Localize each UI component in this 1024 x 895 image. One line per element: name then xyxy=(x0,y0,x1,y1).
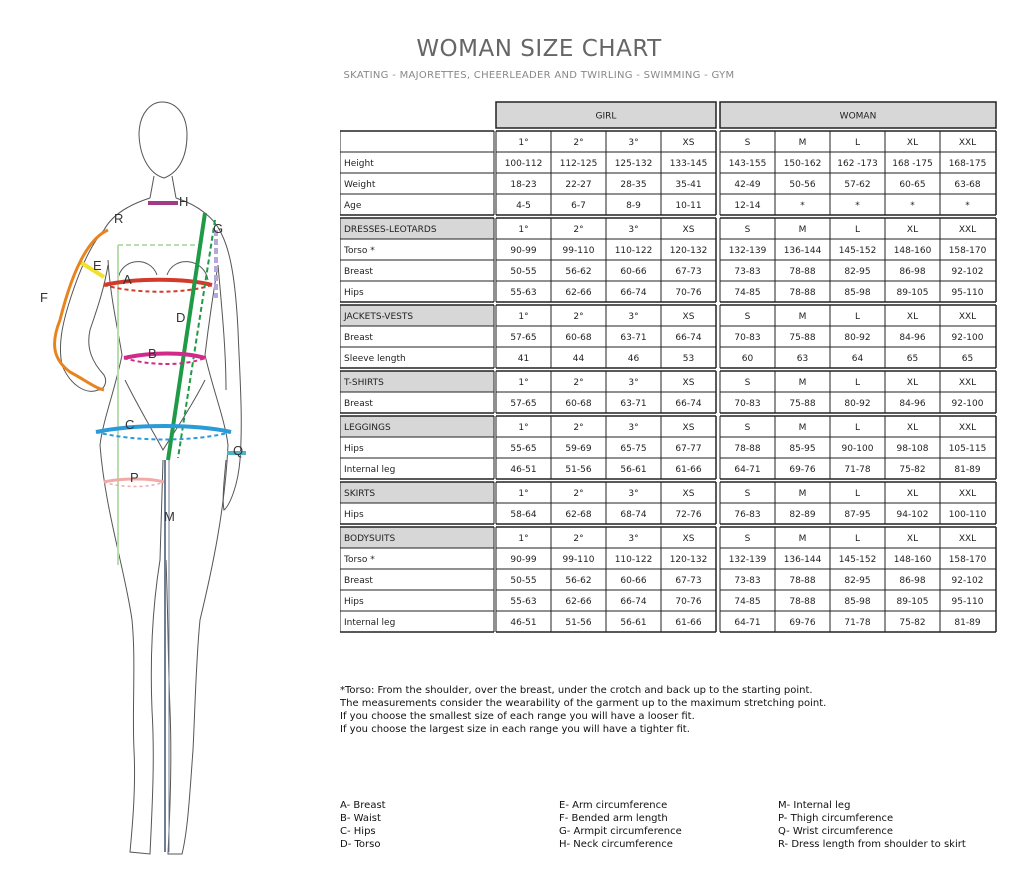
bent-arm-measure-line xyxy=(55,230,108,390)
table-cell: 78-88 xyxy=(789,288,816,298)
table-cell: 65 xyxy=(906,354,919,364)
size-header: XS xyxy=(682,489,695,499)
size-header: 2° xyxy=(573,138,584,148)
size-header: XS xyxy=(682,534,695,544)
table-cell: 86-98 xyxy=(899,576,926,586)
size-header: 3° xyxy=(628,378,639,388)
table-cell: 56-62 xyxy=(565,576,592,586)
size-header: M xyxy=(798,378,807,388)
table-cell: 132-139 xyxy=(728,246,767,256)
table-cell: 148-160 xyxy=(893,555,932,565)
figure-label-q: Q xyxy=(233,443,244,458)
table-cell: 70-83 xyxy=(734,399,761,409)
size-header: XXL xyxy=(958,423,977,433)
size-header: 3° xyxy=(628,225,639,235)
table-cell: 105-115 xyxy=(948,444,987,454)
page-subtitle: SKATING - MAJORETTES, CHEERLEADER AND TWIRLING - SWIMMING - GYM xyxy=(343,70,735,81)
girl-header: GIRL xyxy=(595,111,617,122)
table-cell: * xyxy=(855,201,860,211)
table-cell: 62-66 xyxy=(565,597,592,607)
table-cell: * xyxy=(965,201,970,211)
table-cell: 60-66 xyxy=(620,576,647,586)
table-cell: 125-132 xyxy=(614,159,653,169)
section-title: DRESSES-LEOTARDS xyxy=(344,225,437,235)
table-cell: 53 xyxy=(682,354,695,364)
table-cell: 100-112 xyxy=(504,159,543,169)
row-label: Hips xyxy=(344,510,364,520)
table-cell: 4-5 xyxy=(516,201,531,211)
table-cell: 68-74 xyxy=(620,510,647,520)
table-cell: 42-49 xyxy=(734,180,761,190)
row-label: Breast xyxy=(344,399,373,409)
table-cell: 64 xyxy=(851,354,864,364)
table-cell: 81-89 xyxy=(954,465,981,475)
table-cell: 60-68 xyxy=(565,399,592,409)
table-cell: 95-110 xyxy=(951,597,984,607)
table-cell: 71-78 xyxy=(844,465,871,475)
table-cell: 44 xyxy=(572,354,585,364)
table-cell: 75-88 xyxy=(789,399,816,409)
table-cell: 65 xyxy=(961,354,974,364)
size-header: M xyxy=(798,138,807,148)
table-cell: 59-69 xyxy=(565,444,592,454)
size-header: L xyxy=(854,423,861,433)
figure-label-r: R xyxy=(114,211,124,226)
table-cell: 78-88 xyxy=(789,267,816,277)
figure-label-g: G xyxy=(213,221,224,236)
table-cell: 46-51 xyxy=(510,618,537,628)
table-cell: 46-51 xyxy=(510,465,537,475)
torso-measure-line xyxy=(168,213,205,460)
size-header: M xyxy=(798,225,807,235)
page-title: WOMAN SIZE CHART xyxy=(416,36,662,62)
note-line: If you choose the largest size in each range you will have a tighter fit. xyxy=(340,724,690,735)
table-cell: 80-92 xyxy=(844,333,871,343)
size-header: 2° xyxy=(573,378,584,388)
size-header: M xyxy=(798,312,807,322)
size-header: XS xyxy=(682,378,695,388)
table-cell: 56-61 xyxy=(620,465,647,475)
table-cell: 92-102 xyxy=(951,576,984,586)
table-cell: 50-56 xyxy=(789,180,816,190)
row-label: Torso * xyxy=(344,246,375,256)
neck-outline xyxy=(150,176,176,198)
legend-column-3 xyxy=(778,799,966,851)
table-cell: 60-65 xyxy=(899,180,926,190)
size-header: 2° xyxy=(573,489,584,499)
figure-label-a: A xyxy=(123,272,132,287)
table-cell: 64-71 xyxy=(734,465,761,475)
torso-back-line xyxy=(178,220,215,458)
table-cell: 66-74 xyxy=(620,597,647,607)
size-header: S xyxy=(744,534,751,544)
notes-block xyxy=(340,684,826,736)
legend-column-2 xyxy=(559,799,682,851)
table-cell: 90-100 xyxy=(841,444,874,454)
size-header: L xyxy=(854,225,861,235)
table-cell: 58-64 xyxy=(510,510,537,520)
table-cell: 41 xyxy=(517,354,530,364)
table-cell: 145-152 xyxy=(838,246,877,256)
table-cell: 60-66 xyxy=(620,267,647,277)
figure-label-p: P xyxy=(130,470,139,485)
table-cell: 110-122 xyxy=(614,555,653,565)
row-label: Breast xyxy=(344,267,373,277)
size-header: S xyxy=(744,378,751,388)
size-header: XL xyxy=(906,312,919,322)
size-header: S xyxy=(744,489,751,499)
table-cell: 86-98 xyxy=(899,267,926,277)
legend-item: R- Dress length from shoulder to skirt xyxy=(778,839,966,850)
table-cell: 78-88 xyxy=(789,597,816,607)
legend-item: H- Neck circumference xyxy=(559,839,673,850)
size-header: S xyxy=(744,312,751,322)
figure-label-m: M xyxy=(164,509,175,524)
size-header: 1° xyxy=(518,312,529,322)
table-cell: 70-76 xyxy=(675,288,702,298)
table-cell: 89-105 xyxy=(896,288,929,298)
table-cell: 63 xyxy=(796,354,809,364)
table-cell: 89-105 xyxy=(896,597,929,607)
legend-item: G- Armpit circumference xyxy=(559,826,682,837)
table-cell: 99-110 xyxy=(562,246,595,256)
row-label: Torso * xyxy=(344,555,375,565)
table-cell: 90-99 xyxy=(510,555,537,565)
size-header: XXL xyxy=(958,534,977,544)
legend-item: B- Waist xyxy=(340,813,381,824)
size-chart-table xyxy=(340,101,998,651)
size-header: M xyxy=(798,423,807,433)
table-cell: 57-62 xyxy=(844,180,871,190)
note-line: *Torso: From the shoulder, over the breast, under the crotch and back up to the starting point. xyxy=(340,685,813,696)
table-cell: 70-76 xyxy=(675,597,702,607)
table-cell: 57-65 xyxy=(510,399,537,409)
table-cell: 67-73 xyxy=(675,267,702,277)
row-label: Weight xyxy=(344,180,376,190)
legend-item: C- Hips xyxy=(340,826,376,837)
figure-label-e: E xyxy=(93,258,102,273)
table-cell: 98-108 xyxy=(896,444,929,454)
legend-item: P- Thigh circumference xyxy=(778,813,894,824)
table-cell: 67-77 xyxy=(675,444,702,454)
size-header: 2° xyxy=(573,534,584,544)
table-cell: 55-63 xyxy=(510,597,537,607)
section-title: JACKETS-VESTS xyxy=(344,312,414,322)
figure-label-f: F xyxy=(40,290,48,305)
size-header: 1° xyxy=(518,225,529,235)
figure-label-c: C xyxy=(125,417,135,432)
table-cell: 78-88 xyxy=(734,444,761,454)
table-cell: 82-95 xyxy=(844,267,871,277)
size-header: L xyxy=(854,378,861,388)
head-outline xyxy=(139,102,187,178)
size-header: XXL xyxy=(958,138,977,148)
size-header: XS xyxy=(682,423,695,433)
table-cell: 76-83 xyxy=(734,510,761,520)
table-cell: 158-170 xyxy=(948,555,987,565)
row-label: Age xyxy=(344,201,362,211)
row-label: Height xyxy=(344,159,374,169)
table-cell: 148-160 xyxy=(893,246,932,256)
table-cell: 85-98 xyxy=(844,597,871,607)
table-cell: * xyxy=(910,201,915,211)
table-cell: 168-175 xyxy=(948,159,987,169)
size-header: XXL xyxy=(958,378,977,388)
figure-label-h: H xyxy=(179,194,189,209)
size-header: 2° xyxy=(573,225,584,235)
table-cell: 133-145 xyxy=(669,159,708,169)
table-cell: 66-74 xyxy=(675,399,702,409)
table-cell: 136-144 xyxy=(783,246,822,256)
table-cell: 56-62 xyxy=(565,267,592,277)
table-cell: 75-82 xyxy=(899,465,926,475)
table-cell: 80-92 xyxy=(844,399,871,409)
size-header: XXL xyxy=(958,225,977,235)
legend-item: D- Torso xyxy=(340,839,381,850)
table-cell: 120-132 xyxy=(669,555,708,565)
table-cell: 145-152 xyxy=(838,555,877,565)
table-cell: 99-110 xyxy=(562,555,595,565)
table-cell: 51-56 xyxy=(565,465,592,475)
section-header-cell xyxy=(340,131,494,152)
table-cell: 70-83 xyxy=(734,333,761,343)
table-cell: 69-76 xyxy=(789,618,816,628)
table-cell: 35-41 xyxy=(675,180,702,190)
table-cell: 84-96 xyxy=(899,333,926,343)
table-cell: 168 -175 xyxy=(892,159,933,169)
figure-label-b: B xyxy=(148,346,157,361)
table-cell: 55-65 xyxy=(510,444,537,454)
row-label: Sleeve length xyxy=(344,354,406,364)
size-header: XL xyxy=(906,138,919,148)
table-cell: 92-100 xyxy=(951,399,984,409)
size-header: XS xyxy=(682,312,695,322)
table-cell: 84-96 xyxy=(899,399,926,409)
table-cell: 94-102 xyxy=(896,510,929,520)
size-header: XL xyxy=(906,225,919,235)
row-label: Breast xyxy=(344,576,373,586)
size-header: 1° xyxy=(518,489,529,499)
table-cell: 74-85 xyxy=(734,288,761,298)
table-cell: 18-23 xyxy=(510,180,537,190)
table-cell: 65-75 xyxy=(620,444,647,454)
row-label: Breast xyxy=(344,333,373,343)
table-cell: 78-88 xyxy=(789,576,816,586)
legend-item: E- Arm circumference xyxy=(559,800,668,811)
table-cell: 64-71 xyxy=(734,618,761,628)
table-cell: 92-102 xyxy=(951,267,984,277)
size-header: M xyxy=(798,534,807,544)
table-cell: 81-89 xyxy=(954,618,981,628)
size-header: 3° xyxy=(628,423,639,433)
body-measurement-figure xyxy=(0,90,340,890)
table-cell: 10-11 xyxy=(675,201,702,211)
table-cell: 28-35 xyxy=(620,180,647,190)
size-header: S xyxy=(744,423,751,433)
section-title: LEGGINGS xyxy=(344,423,391,433)
table-cell: 112-125 xyxy=(559,159,598,169)
size-header: 3° xyxy=(628,138,639,148)
torso-outline xyxy=(100,198,228,445)
size-header: XS xyxy=(682,225,695,235)
table-cell: 46 xyxy=(627,354,640,364)
table-cell: 74-85 xyxy=(734,597,761,607)
size-header: L xyxy=(854,534,861,544)
row-label: Internal leg xyxy=(344,465,396,475)
size-header: XS xyxy=(682,138,695,148)
legend-item: M- Internal leg xyxy=(778,800,851,811)
legend-column-1 xyxy=(340,799,386,851)
legend-item: A- Breast xyxy=(340,800,386,811)
table-cell: 82-89 xyxy=(789,510,816,520)
size-header: 2° xyxy=(573,312,584,322)
size-header: L xyxy=(854,489,861,499)
table-cell: 110-122 xyxy=(614,246,653,256)
size-header: 1° xyxy=(518,138,529,148)
legend-item: F- Bended arm length xyxy=(559,813,668,824)
size-header: 3° xyxy=(628,534,639,544)
pelvis-outline xyxy=(125,380,205,450)
table-cell: 61-66 xyxy=(675,618,702,628)
table-cell: 22-27 xyxy=(565,180,592,190)
table-cell: 56-61 xyxy=(620,618,647,628)
table-cell: 95-110 xyxy=(951,288,984,298)
table-cell: 57-65 xyxy=(510,333,537,343)
legend-item: Q- Wrist circumference xyxy=(778,826,894,837)
table-cell: 66-74 xyxy=(620,288,647,298)
table-cell: 73-83 xyxy=(734,267,761,277)
woman-header: WOMAN xyxy=(839,111,877,122)
table-cell: 162 -173 xyxy=(837,159,878,169)
table-cell: 90-99 xyxy=(510,246,537,256)
hips-back-line xyxy=(96,432,231,440)
table-cell: 66-74 xyxy=(675,333,702,343)
size-header: XL xyxy=(906,489,919,499)
table-cell: * xyxy=(800,201,805,211)
table-cell: 63-71 xyxy=(620,333,647,343)
table-cell: 82-95 xyxy=(844,576,871,586)
table-cell: 100-110 xyxy=(948,510,987,520)
table-cell: 8-9 xyxy=(626,201,641,211)
size-header: L xyxy=(854,138,861,148)
table-cell: 12-14 xyxy=(734,201,761,211)
right-leg-outline xyxy=(166,445,228,854)
table-cell: 55-63 xyxy=(510,288,537,298)
table-cell: 71-78 xyxy=(844,618,871,628)
row-label: Hips xyxy=(344,597,364,607)
table-cell: 63-71 xyxy=(620,399,647,409)
section-title: T-SHIRTS xyxy=(344,378,384,388)
table-cell: 6-7 xyxy=(571,201,586,211)
size-header: XL xyxy=(906,534,919,544)
table-cell: 60 xyxy=(741,354,754,364)
left-leg-outline xyxy=(100,445,163,854)
size-header: 1° xyxy=(518,378,529,388)
note-line: If you choose the smallest size of each range you will have a looser fit. xyxy=(340,711,695,722)
size-header: 2° xyxy=(573,423,584,433)
table-cell: 75-88 xyxy=(789,333,816,343)
table-cell: 50-55 xyxy=(510,267,537,277)
table-cell: 60-68 xyxy=(565,333,592,343)
table-cell: 85-95 xyxy=(789,444,816,454)
table-cell: 50-55 xyxy=(510,576,537,586)
table-cell: 92-100 xyxy=(951,333,984,343)
table-cell: 75-82 xyxy=(899,618,926,628)
size-header: XXL xyxy=(958,312,977,322)
figure-label-d: D xyxy=(176,310,186,325)
size-header: S xyxy=(744,225,751,235)
table-cell: 51-56 xyxy=(565,618,592,628)
row-label: Internal leg xyxy=(344,618,396,628)
table-cell: 120-132 xyxy=(669,246,708,256)
table-cell: 72-76 xyxy=(675,510,702,520)
table-cell: 132-139 xyxy=(728,555,767,565)
table-cell: 85-98 xyxy=(844,288,871,298)
size-header: XXL xyxy=(958,489,977,499)
size-header: XL xyxy=(906,378,919,388)
table-cell: 73-83 xyxy=(734,576,761,586)
row-label: Hips xyxy=(344,444,364,454)
size-header: 3° xyxy=(628,489,639,499)
table-cell: 136-144 xyxy=(783,555,822,565)
table-cell: 63-68 xyxy=(954,180,981,190)
size-header: XL xyxy=(906,423,919,433)
table-cell: 61-66 xyxy=(675,465,702,475)
size-header: 1° xyxy=(518,423,529,433)
size-header: 1° xyxy=(518,534,529,544)
section-title: SKIRTS xyxy=(344,489,376,499)
table-cell: 143-155 xyxy=(728,159,767,169)
table-cell: 87-95 xyxy=(844,510,871,520)
table-cell: 158-170 xyxy=(948,246,987,256)
size-header: M xyxy=(798,489,807,499)
table-cell: 67-73 xyxy=(675,576,702,586)
right-arm-outline xyxy=(218,235,244,510)
row-label: Hips xyxy=(344,288,364,298)
size-header: 3° xyxy=(628,312,639,322)
size-header: S xyxy=(744,138,751,148)
size-header: L xyxy=(854,312,861,322)
table-cell: 62-66 xyxy=(565,288,592,298)
table-cell: 150-162 xyxy=(783,159,822,169)
table-cell: 69-76 xyxy=(789,465,816,475)
hips-measure-line xyxy=(96,426,231,432)
section-title: BODYSUITS xyxy=(344,534,396,544)
table-cell: 62-68 xyxy=(565,510,592,520)
note-line: The measurements consider the wearability of the garment up to the maximum stretching point. xyxy=(340,698,827,709)
